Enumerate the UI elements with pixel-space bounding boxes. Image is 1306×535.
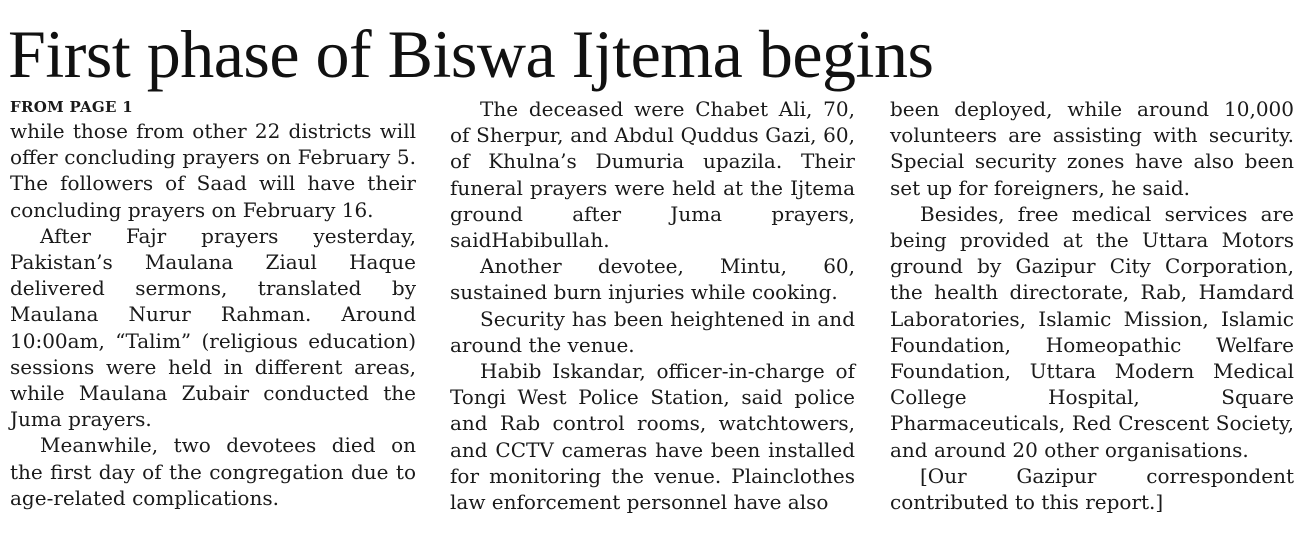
paragraph: been deployed, while around 10,000 volunteers are assisting with security. Special security zones have also been set up for foreigners, he said. <box>890 97 1294 200</box>
article-column-1 <box>10 96 416 511</box>
paragraph: Security has been heightened in and around the venue. <box>450 306 855 357</box>
paragraph: Another devotee, Mintu, 60, sustained burn injuries while cooking. <box>450 254 855 305</box>
paragraph: Meanwhile, two devotees died on the first day of the congregation due to age-related complications. <box>10 433 416 510</box>
paragraph: The deceased were Chabet Ali, 70, of Sherpur, and Abdul Quddus Gazi, 60, of Khulna’s Dumuria upazila. Their funeral prayers were held at the Ijtema ground after Juma prayers, saidHabibullah. <box>450 97 855 253</box>
paragraph: After Fajr prayers yesterday, Pakistan’s Maulana Ziaul Haque delivered sermons, translated by Maulana Nurur Rahman. Around 10:00am, “Talim” (religious education) sessions were held in different areas, while Maulana Zubair conducted the Juma prayers. <box>10 223 416 432</box>
paragraph: [Our Gazipur correspondent contributed to this report.] <box>890 463 1294 515</box>
paragraph: Habib Iskandar, officer-in-charge of Tongi West Police Station, said police and Rab control rooms, watchtowers, and CCTV cameras have been installed for monitoring the venue. Plainclothes law enforcement personnel have also <box>450 359 855 515</box>
article-column-2 <box>450 96 855 515</box>
paragraph: while those from other 22 districts will offer concluding prayers on February 5. The followers of Saad will have their concluding prayers on February 16. <box>10 119 416 222</box>
paragraph: Besides, free medical services are being provided at the Uttara Motors ground by Gazipur City Corporation, the health directorate, Rab, Hamdard Laboratories, Islamic Mission, Islamic Foundation, Homeopathic Welfare Foundation, Uttara Modern Medical College Hospital, Square Pharmaceuticals, Red Crescent Society, and around 20 other organisations. <box>890 201 1294 462</box>
headline: First phase of Biswa Ijtema begins <box>8 16 934 92</box>
article-column-3 <box>890 96 1294 515</box>
continuation-kicker: FROM PAGE 1 <box>10 98 134 116</box>
